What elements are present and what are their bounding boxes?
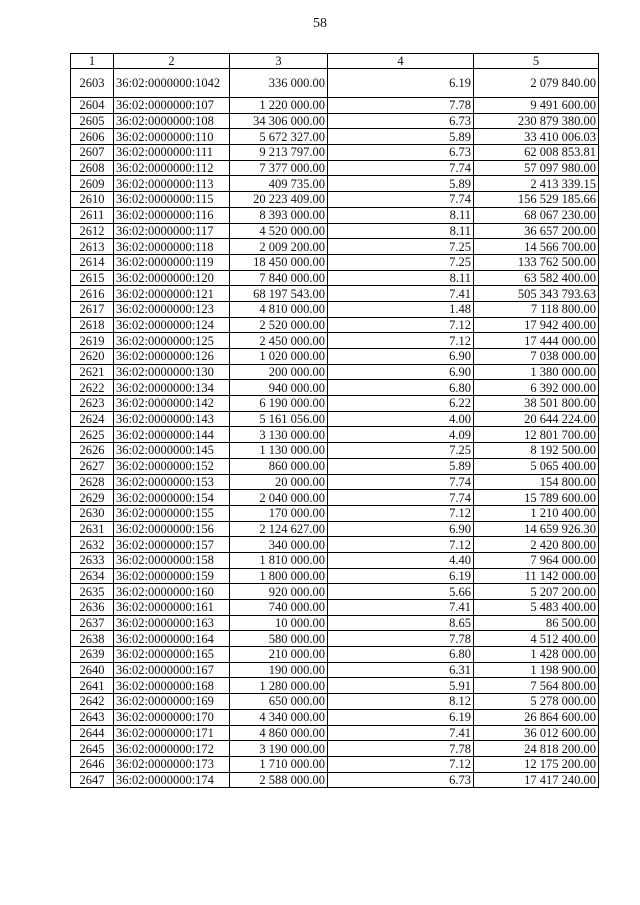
value-cell: 10 000.00 xyxy=(230,615,328,631)
rate-cell: 6.19 xyxy=(328,709,474,725)
rate-cell: 6.80 xyxy=(328,380,474,396)
table-row xyxy=(71,600,599,616)
total-cell: 5 207 200.00 xyxy=(474,584,599,600)
total-cell: 230 879 380.00 xyxy=(474,113,599,129)
value-cell: 20 223 409.00 xyxy=(230,192,328,208)
value-cell: 7 840 000.00 xyxy=(230,270,328,286)
rate-cell: 6.73 xyxy=(328,113,474,129)
row-number-cell: 2622 xyxy=(71,380,114,396)
total-cell: 7 118 800.00 xyxy=(474,301,599,317)
rate-cell: 7.25 xyxy=(328,443,474,459)
row-number-cell: 2623 xyxy=(71,396,114,412)
rate-cell: 6.73 xyxy=(328,772,474,788)
value-cell: 190 000.00 xyxy=(230,662,328,678)
row-number-cell: 2633 xyxy=(71,552,114,568)
rate-cell: 7.74 xyxy=(328,160,474,176)
table-row xyxy=(71,254,599,270)
table-row xyxy=(71,349,599,365)
table-row xyxy=(71,443,599,459)
total-cell: 17 942 400.00 xyxy=(474,317,599,333)
row-number-cell: 2603 xyxy=(71,69,114,98)
row-number-cell: 2647 xyxy=(71,772,114,788)
header-row xyxy=(71,54,599,69)
cadastral-number-cell: 36:02:0000000:113 xyxy=(114,176,230,192)
value-cell: 2 009 200.00 xyxy=(230,239,328,255)
cadastral-number-cell: 36:02:0000000:155 xyxy=(114,505,230,521)
cadastral-number-cell: 36:02:0000000:126 xyxy=(114,349,230,365)
cadastral-number-cell: 36:02:0000000:167 xyxy=(114,662,230,678)
total-cell: 20 644 224.00 xyxy=(474,411,599,427)
cadastral-number-cell: 36:02:0000000:163 xyxy=(114,615,230,631)
value-cell: 34 306 000.00 xyxy=(230,113,328,129)
table-row xyxy=(71,333,599,349)
rate-cell: 8.12 xyxy=(328,694,474,710)
page-number: 58 xyxy=(313,16,327,31)
table-body xyxy=(71,69,599,788)
total-cell: 7 564 800.00 xyxy=(474,678,599,694)
value-cell: 2 450 000.00 xyxy=(230,333,328,349)
column-header-1: 1 xyxy=(71,54,114,69)
cadastral-number-cell: 36:02:0000000:120 xyxy=(114,270,230,286)
cadastral-number-cell: 36:02:0000000:116 xyxy=(114,207,230,223)
value-cell: 1 280 000.00 xyxy=(230,678,328,694)
total-cell: 24 818 200.00 xyxy=(474,741,599,757)
rate-cell: 4.40 xyxy=(328,552,474,568)
column-header-3: 3 xyxy=(230,54,328,69)
cadastral-number-cell: 36:02:0000000:156 xyxy=(114,521,230,537)
rate-cell: 6.90 xyxy=(328,521,474,537)
row-number-cell: 2614 xyxy=(71,254,114,270)
row-number-cell: 2627 xyxy=(71,458,114,474)
row-number-cell: 2619 xyxy=(71,333,114,349)
table-header xyxy=(71,54,599,69)
table-row xyxy=(71,725,599,741)
value-cell: 2 588 000.00 xyxy=(230,772,328,788)
rate-cell: 5.89 xyxy=(328,129,474,145)
value-cell: 1 800 000.00 xyxy=(230,568,328,584)
cadastral-number-cell: 36:02:0000000:125 xyxy=(114,333,230,349)
table-row xyxy=(71,380,599,396)
value-cell: 6 190 000.00 xyxy=(230,396,328,412)
cadastral-number-cell: 36:02:0000000:119 xyxy=(114,254,230,270)
table-row xyxy=(71,490,599,506)
value-cell: 5 161 056.00 xyxy=(230,411,328,427)
cadastral-number-cell: 36:02:0000000:170 xyxy=(114,709,230,725)
total-cell: 4 512 400.00 xyxy=(474,631,599,647)
cadastral-number-cell: 36:02:0000000:159 xyxy=(114,568,230,584)
rate-cell: 6.31 xyxy=(328,662,474,678)
total-cell: 36 012 600.00 xyxy=(474,725,599,741)
value-cell: 1 810 000.00 xyxy=(230,552,328,568)
cadastral-number-cell: 36:02:0000000:134 xyxy=(114,380,230,396)
row-number-cell: 2612 xyxy=(71,223,114,239)
cadastral-number-cell: 36:02:0000000:158 xyxy=(114,552,230,568)
rate-cell: 5.66 xyxy=(328,584,474,600)
total-cell: 26 864 600.00 xyxy=(474,709,599,725)
table-row xyxy=(71,458,599,474)
rate-cell: 7.12 xyxy=(328,333,474,349)
row-number-cell: 2607 xyxy=(71,145,114,161)
row-number-cell: 2615 xyxy=(71,270,114,286)
table-row xyxy=(71,98,599,114)
row-number-cell: 2632 xyxy=(71,537,114,553)
row-number-cell: 2611 xyxy=(71,207,114,223)
value-cell: 20 000.00 xyxy=(230,474,328,490)
total-cell: 505 343 793.63 xyxy=(474,286,599,302)
value-cell: 409 735.00 xyxy=(230,176,328,192)
total-cell: 11 142 000.00 xyxy=(474,568,599,584)
value-cell: 336 000.00 xyxy=(230,69,328,98)
total-cell: 154 800.00 xyxy=(474,474,599,490)
rate-cell: 7.41 xyxy=(328,286,474,302)
rate-cell: 8.11 xyxy=(328,223,474,239)
value-cell: 1 710 000.00 xyxy=(230,756,328,772)
value-cell: 340 000.00 xyxy=(230,537,328,553)
row-number-cell: 2640 xyxy=(71,662,114,678)
rate-cell: 6.22 xyxy=(328,396,474,412)
rate-cell: 7.12 xyxy=(328,537,474,553)
value-cell: 4 340 000.00 xyxy=(230,709,328,725)
row-number-cell: 2636 xyxy=(71,600,114,616)
total-cell: 1 428 000.00 xyxy=(474,647,599,663)
value-cell: 170 000.00 xyxy=(230,505,328,521)
value-cell: 2 124 627.00 xyxy=(230,521,328,537)
cadastral-number-cell: 36:02:0000000:152 xyxy=(114,458,230,474)
total-cell: 5 278 000.00 xyxy=(474,694,599,710)
cadastral-number-cell: 36:02:0000000:110 xyxy=(114,129,230,145)
cadastral-number-cell: 36:02:0000000:145 xyxy=(114,443,230,459)
rate-cell: 8.11 xyxy=(328,270,474,286)
cadastral-number-cell: 36:02:0000000:130 xyxy=(114,364,230,380)
value-cell: 1 130 000.00 xyxy=(230,443,328,459)
row-number-cell: 2638 xyxy=(71,631,114,647)
table-row xyxy=(71,192,599,208)
row-number-cell: 2634 xyxy=(71,568,114,584)
total-cell: 2 079 840.00 xyxy=(474,69,599,98)
table-row xyxy=(71,615,599,631)
row-number-cell: 2609 xyxy=(71,176,114,192)
rate-cell: 7.12 xyxy=(328,756,474,772)
table-row xyxy=(71,223,599,239)
total-cell: 33 410 006.03 xyxy=(474,129,599,145)
value-cell: 860 000.00 xyxy=(230,458,328,474)
cadastral-number-cell: 36:02:0000000:144 xyxy=(114,427,230,443)
rate-cell: 7.41 xyxy=(328,600,474,616)
rate-cell: 5.89 xyxy=(328,458,474,474)
cadastral-number-cell: 36:02:0000000:124 xyxy=(114,317,230,333)
table-row xyxy=(71,396,599,412)
value-cell: 2 520 000.00 xyxy=(230,317,328,333)
column-header-2: 2 xyxy=(114,54,230,69)
table-row xyxy=(71,207,599,223)
table-row xyxy=(71,317,599,333)
total-cell: 86 500.00 xyxy=(474,615,599,631)
value-cell: 740 000.00 xyxy=(230,600,328,616)
cadastral-number-cell: 36:02:0000000:143 xyxy=(114,411,230,427)
row-number-cell: 2626 xyxy=(71,443,114,459)
cadastral-number-cell: 36:02:0000000:107 xyxy=(114,98,230,114)
rate-cell: 7.25 xyxy=(328,254,474,270)
rate-cell: 7.12 xyxy=(328,505,474,521)
row-number-cell: 2644 xyxy=(71,725,114,741)
cadastral-number-cell: 36:02:0000000:123 xyxy=(114,301,230,317)
total-cell: 14 659 926.30 xyxy=(474,521,599,537)
total-cell: 2 420 800.00 xyxy=(474,537,599,553)
cadastral-number-cell: 36:02:0000000:118 xyxy=(114,239,230,255)
table-row xyxy=(71,286,599,302)
row-number-cell: 2625 xyxy=(71,427,114,443)
cadastral-number-cell: 36:02:0000000:111 xyxy=(114,145,230,161)
rate-cell: 7.74 xyxy=(328,192,474,208)
rate-cell: 7.12 xyxy=(328,317,474,333)
row-number-cell: 2630 xyxy=(71,505,114,521)
cadastral-number-cell: 36:02:0000000:160 xyxy=(114,584,230,600)
row-number-cell: 2613 xyxy=(71,239,114,255)
rate-cell: 5.91 xyxy=(328,678,474,694)
rate-cell: 7.78 xyxy=(328,741,474,757)
table-row xyxy=(71,584,599,600)
column-header-5: 5 xyxy=(474,54,599,69)
rate-cell: 8.11 xyxy=(328,207,474,223)
total-cell: 62 008 853.81 xyxy=(474,145,599,161)
rate-cell: 7.74 xyxy=(328,474,474,490)
total-cell: 57 097 980.00 xyxy=(474,160,599,176)
rate-cell: 6.90 xyxy=(328,364,474,380)
cadastral-number-cell: 36:02:0000000:112 xyxy=(114,160,230,176)
row-number-cell: 2642 xyxy=(71,694,114,710)
total-cell: 68 067 230.00 xyxy=(474,207,599,223)
cadastral-number-cell: 36:02:0000000:173 xyxy=(114,756,230,772)
cadastral-number-cell: 36:02:0000000:174 xyxy=(114,772,230,788)
row-number-cell: 2631 xyxy=(71,521,114,537)
table-row xyxy=(71,631,599,647)
value-cell: 68 197 543.00 xyxy=(230,286,328,302)
total-cell: 17 444 000.00 xyxy=(474,333,599,349)
total-cell: 9 491 600.00 xyxy=(474,98,599,114)
value-cell: 3 190 000.00 xyxy=(230,741,328,757)
cadastral-number-cell: 36:02:0000000:154 xyxy=(114,490,230,506)
value-cell: 920 000.00 xyxy=(230,584,328,600)
cadastral-number-cell: 36:02:0000000:157 xyxy=(114,537,230,553)
total-cell: 63 582 400.00 xyxy=(474,270,599,286)
cadastral-number-cell: 36:02:0000000:108 xyxy=(114,113,230,129)
row-number-cell: 2635 xyxy=(71,584,114,600)
rate-cell: 7.78 xyxy=(328,98,474,114)
table-row xyxy=(71,176,599,192)
rate-cell: 1.48 xyxy=(328,301,474,317)
total-cell: 14 566 700.00 xyxy=(474,239,599,255)
rate-cell: 7.41 xyxy=(328,725,474,741)
value-cell: 650 000.00 xyxy=(230,694,328,710)
row-number-cell: 2605 xyxy=(71,113,114,129)
table-row xyxy=(71,239,599,255)
rate-cell: 8.65 xyxy=(328,615,474,631)
row-number-cell: 2643 xyxy=(71,709,114,725)
row-number-cell: 2629 xyxy=(71,490,114,506)
table-row xyxy=(71,505,599,521)
table-row xyxy=(71,772,599,788)
value-cell: 1 020 000.00 xyxy=(230,349,328,365)
total-cell: 5 483 400.00 xyxy=(474,600,599,616)
value-cell: 8 393 000.00 xyxy=(230,207,328,223)
table-row xyxy=(71,741,599,757)
row-number-cell: 2606 xyxy=(71,129,114,145)
cadastral-number-cell: 36:02:0000000:153 xyxy=(114,474,230,490)
table-row xyxy=(71,301,599,317)
value-cell: 940 000.00 xyxy=(230,380,328,396)
value-cell: 7 377 000.00 xyxy=(230,160,328,176)
total-cell: 1 380 000.00 xyxy=(474,364,599,380)
cadastral-number-cell: 36:02:0000000:165 xyxy=(114,647,230,663)
row-number-cell: 2646 xyxy=(71,756,114,772)
table-row xyxy=(71,270,599,286)
cadastral-number-cell: 36:02:0000000:164 xyxy=(114,631,230,647)
total-cell: 15 789 600.00 xyxy=(474,490,599,506)
table-row xyxy=(71,411,599,427)
row-number-cell: 2639 xyxy=(71,647,114,663)
rate-cell: 6.73 xyxy=(328,145,474,161)
table-row xyxy=(71,113,599,129)
total-cell: 12 801 700.00 xyxy=(474,427,599,443)
rate-cell: 5.89 xyxy=(328,176,474,192)
rate-cell: 6.80 xyxy=(328,647,474,663)
value-cell: 200 000.00 xyxy=(230,364,328,380)
total-cell: 7 964 000.00 xyxy=(474,552,599,568)
total-cell: 156 529 185.66 xyxy=(474,192,599,208)
rate-cell: 6.19 xyxy=(328,69,474,98)
total-cell: 5 065 400.00 xyxy=(474,458,599,474)
value-cell: 210 000.00 xyxy=(230,647,328,663)
table-row xyxy=(71,694,599,710)
row-number-cell: 2628 xyxy=(71,474,114,490)
table-row xyxy=(71,129,599,145)
table-row xyxy=(71,709,599,725)
table-row xyxy=(71,756,599,772)
table-row xyxy=(71,662,599,678)
total-cell: 1 198 900.00 xyxy=(474,662,599,678)
value-cell: 580 000.00 xyxy=(230,631,328,647)
value-cell: 3 130 000.00 xyxy=(230,427,328,443)
rate-cell: 7.25 xyxy=(328,239,474,255)
column-header-4: 4 xyxy=(328,54,474,69)
row-number-cell: 2637 xyxy=(71,615,114,631)
cadastral-number-cell: 36:02:0000000:171 xyxy=(114,725,230,741)
total-cell: 38 501 800.00 xyxy=(474,396,599,412)
rate-cell: 6.19 xyxy=(328,568,474,584)
cadastral-number-cell: 36:02:0000000:115 xyxy=(114,192,230,208)
total-cell: 17 417 240.00 xyxy=(474,772,599,788)
table-row xyxy=(71,568,599,584)
row-number-cell: 2621 xyxy=(71,364,114,380)
table-row xyxy=(71,537,599,553)
cadastral-number-cell: 36:02:0000000:1042 xyxy=(114,69,230,98)
data-table xyxy=(70,53,599,788)
total-cell: 2 413 339.15 xyxy=(474,176,599,192)
table-row xyxy=(71,521,599,537)
cadastral-number-cell: 36:02:0000000:161 xyxy=(114,600,230,616)
total-cell: 7 038 000.00 xyxy=(474,349,599,365)
value-cell: 4 810 000.00 xyxy=(230,301,328,317)
cadastral-number-cell: 36:02:0000000:169 xyxy=(114,694,230,710)
table-row xyxy=(71,160,599,176)
row-number-cell: 2641 xyxy=(71,678,114,694)
cadastral-number-cell: 36:02:0000000:142 xyxy=(114,396,230,412)
total-cell: 133 762 500.00 xyxy=(474,254,599,270)
value-cell: 5 672 327.00 xyxy=(230,129,328,145)
row-number-cell: 2624 xyxy=(71,411,114,427)
cadastral-number-cell: 36:02:0000000:168 xyxy=(114,678,230,694)
row-number-cell: 2604 xyxy=(71,98,114,114)
cadastral-number-cell: 36:02:0000000:117 xyxy=(114,223,230,239)
total-cell: 6 392 000.00 xyxy=(474,380,599,396)
row-number-cell: 2645 xyxy=(71,741,114,757)
total-cell: 1 210 400.00 xyxy=(474,505,599,521)
table-row xyxy=(71,552,599,568)
table-row xyxy=(71,364,599,380)
row-number-cell: 2616 xyxy=(71,286,114,302)
row-number-cell: 2610 xyxy=(71,192,114,208)
total-cell: 12 175 200.00 xyxy=(474,756,599,772)
row-number-cell: 2608 xyxy=(71,160,114,176)
value-cell: 4 520 000.00 xyxy=(230,223,328,239)
table-row xyxy=(71,678,599,694)
table-row xyxy=(71,474,599,490)
rate-cell: 7.78 xyxy=(328,631,474,647)
cadastral-number-cell: 36:02:0000000:121 xyxy=(114,286,230,302)
value-cell: 2 040 000.00 xyxy=(230,490,328,506)
table-row xyxy=(71,69,599,98)
rate-cell: 7.74 xyxy=(328,490,474,506)
rate-cell: 4.09 xyxy=(328,427,474,443)
row-number-cell: 2620 xyxy=(71,349,114,365)
row-number-cell: 2617 xyxy=(71,301,114,317)
value-cell: 1 220 000.00 xyxy=(230,98,328,114)
rate-cell: 6.90 xyxy=(328,349,474,365)
cadastral-number-cell: 36:02:0000000:172 xyxy=(114,741,230,757)
table-row xyxy=(71,427,599,443)
row-number-cell: 2618 xyxy=(71,317,114,333)
value-cell: 9 213 797.00 xyxy=(230,145,328,161)
table-row xyxy=(71,647,599,663)
value-cell: 18 450 000.00 xyxy=(230,254,328,270)
total-cell: 8 192 500.00 xyxy=(474,443,599,459)
rate-cell: 4.00 xyxy=(328,411,474,427)
value-cell: 4 860 000.00 xyxy=(230,725,328,741)
table-row xyxy=(71,145,599,161)
total-cell: 36 657 200.00 xyxy=(474,223,599,239)
